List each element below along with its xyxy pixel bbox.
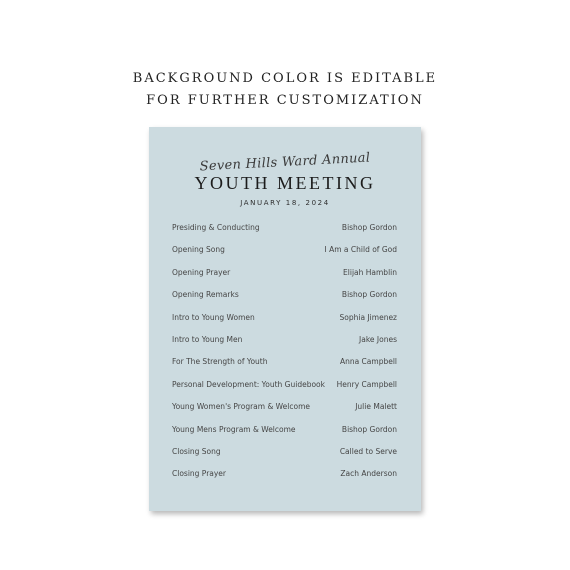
program-item: Intro to Young Women (172, 312, 255, 322)
program-person: Bishop Gordon (341, 223, 397, 232)
program-person: Julie Malett (355, 402, 397, 412)
program-person: Anna Campbell (339, 357, 397, 367)
banner-line-2: FOR FURTHER CUSTOMIZATION (146, 93, 424, 108)
program-person: Sophia Jimenez (339, 312, 397, 322)
script-title: Seven Hills Ward Annual (199, 150, 371, 175)
program-person: I Am a Child of God (324, 245, 397, 255)
program-item: Opening Remarks (172, 290, 239, 300)
program-item: Opening Song (172, 245, 225, 255)
program-row (172, 333, 397, 355)
program-item: Closing Song (172, 446, 221, 456)
program-person: Elijah Hamblin (343, 267, 397, 277)
program-person: Henry Campbell (336, 379, 397, 389)
program-row (172, 378, 397, 400)
program-item: Closing Prayer (172, 469, 227, 479)
program-person: Bishop Gordon (341, 424, 397, 434)
program-row (172, 423, 397, 445)
meeting-title: YOUTH MEETING (194, 173, 376, 193)
program-item: For The Strength of Youth (172, 357, 268, 367)
program-row (172, 288, 397, 310)
meeting-date: JANUARY 18, 2024 (240, 199, 330, 207)
program-row (172, 355, 397, 377)
program-row (172, 243, 397, 265)
program-person: Called to Serve (339, 446, 397, 456)
program-person: Bishop Gordon (341, 290, 397, 300)
program-person: Zach Anderson (340, 469, 397, 479)
program-item: Intro to Young Men (172, 334, 243, 344)
program-item: Presiding & Conducting (172, 223, 260, 232)
banner-line-1: BACKGROUND COLOR IS EDITABLE (132, 71, 438, 86)
program-row (172, 311, 397, 333)
program-card (149, 127, 421, 511)
program-row (172, 221, 397, 243)
program-row (172, 467, 397, 489)
program-list (172, 221, 397, 490)
program-row (172, 266, 397, 288)
program-item: Personal Development: Youth Guidebook (172, 379, 325, 389)
program-item: Young Mens Program & Welcome (172, 424, 296, 434)
program-item: Opening Prayer (172, 267, 231, 277)
program-item: Young Women's Program & Welcome (172, 402, 310, 412)
program-row (172, 445, 397, 467)
program-row (172, 400, 397, 422)
program-person: Jake Jones (359, 334, 397, 344)
